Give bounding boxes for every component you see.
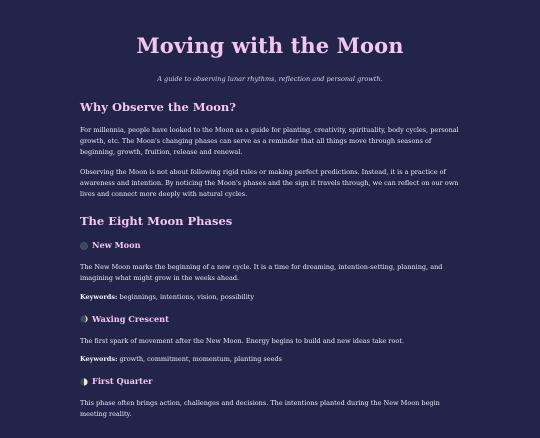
phase-keywords xyxy=(80,292,460,303)
first-quarter-icon xyxy=(80,378,88,386)
phase-name: First Quarter xyxy=(92,376,153,387)
phase-name: New Moon xyxy=(92,240,141,251)
phase-description: The New Moon marks the beginning of a new cycle. It is a time for dreaming, intention-setting, planning, and imagining what might grow in the weeks ahead. xyxy=(80,263,443,283)
phases-heading: The Eight Moon Phases xyxy=(80,214,233,229)
phase-keywords xyxy=(80,354,460,365)
why-paragraph-1: For millennia, people have looked to the Moon as a guide for planting, creativity, spirituality, body cycles, personal growth, etc. The Moon's changing phases can serve as a reminder that all things move through seasons of beginning, growth, fruition, release and renewal. xyxy=(80,126,459,157)
page-title: Moving with the Moon xyxy=(136,33,404,58)
phase-description: This phase often brings action, challenges and decisions. The intentions planted during the New Moon begin meeting reality. xyxy=(80,399,440,419)
keywords-label: Keywords: xyxy=(80,292,118,301)
page xyxy=(0,33,540,438)
page-tagline: A guide to observing lunar rhythms, reflection and personal growth. xyxy=(157,75,383,83)
phase-heading-waxing-crescent xyxy=(80,314,460,325)
new-moon-icon xyxy=(80,242,88,250)
keywords-label: Keywords: xyxy=(80,355,118,364)
why-heading: Why Observe the Moon? xyxy=(80,100,237,114)
phases-section xyxy=(80,214,460,420)
phase-name: Waxing Crescent xyxy=(92,313,169,324)
waxing-crescent-icon xyxy=(80,315,88,323)
phase-description: The first spark of movement after the New Moon. Energy begins to build and new ideas take root. xyxy=(80,336,405,345)
phase-heading-first-quarter xyxy=(80,376,460,387)
keywords-value: beginnings, intentions, vision, possibility xyxy=(119,292,255,301)
why-section xyxy=(80,100,460,200)
keywords-value: growth, commitment, momentum, planting seeds xyxy=(119,355,282,364)
phase-heading-new-moon xyxy=(80,240,460,251)
why-paragraph-2: Observing the Moon is not about following rigid rules or making perfect predictions. Instead, it is a practice of awareness and intention. By noticing the Moon's phases and the sign it travels through, we can reflect on our own lives and connect more deeply with natural cycles. xyxy=(80,167,459,199)
